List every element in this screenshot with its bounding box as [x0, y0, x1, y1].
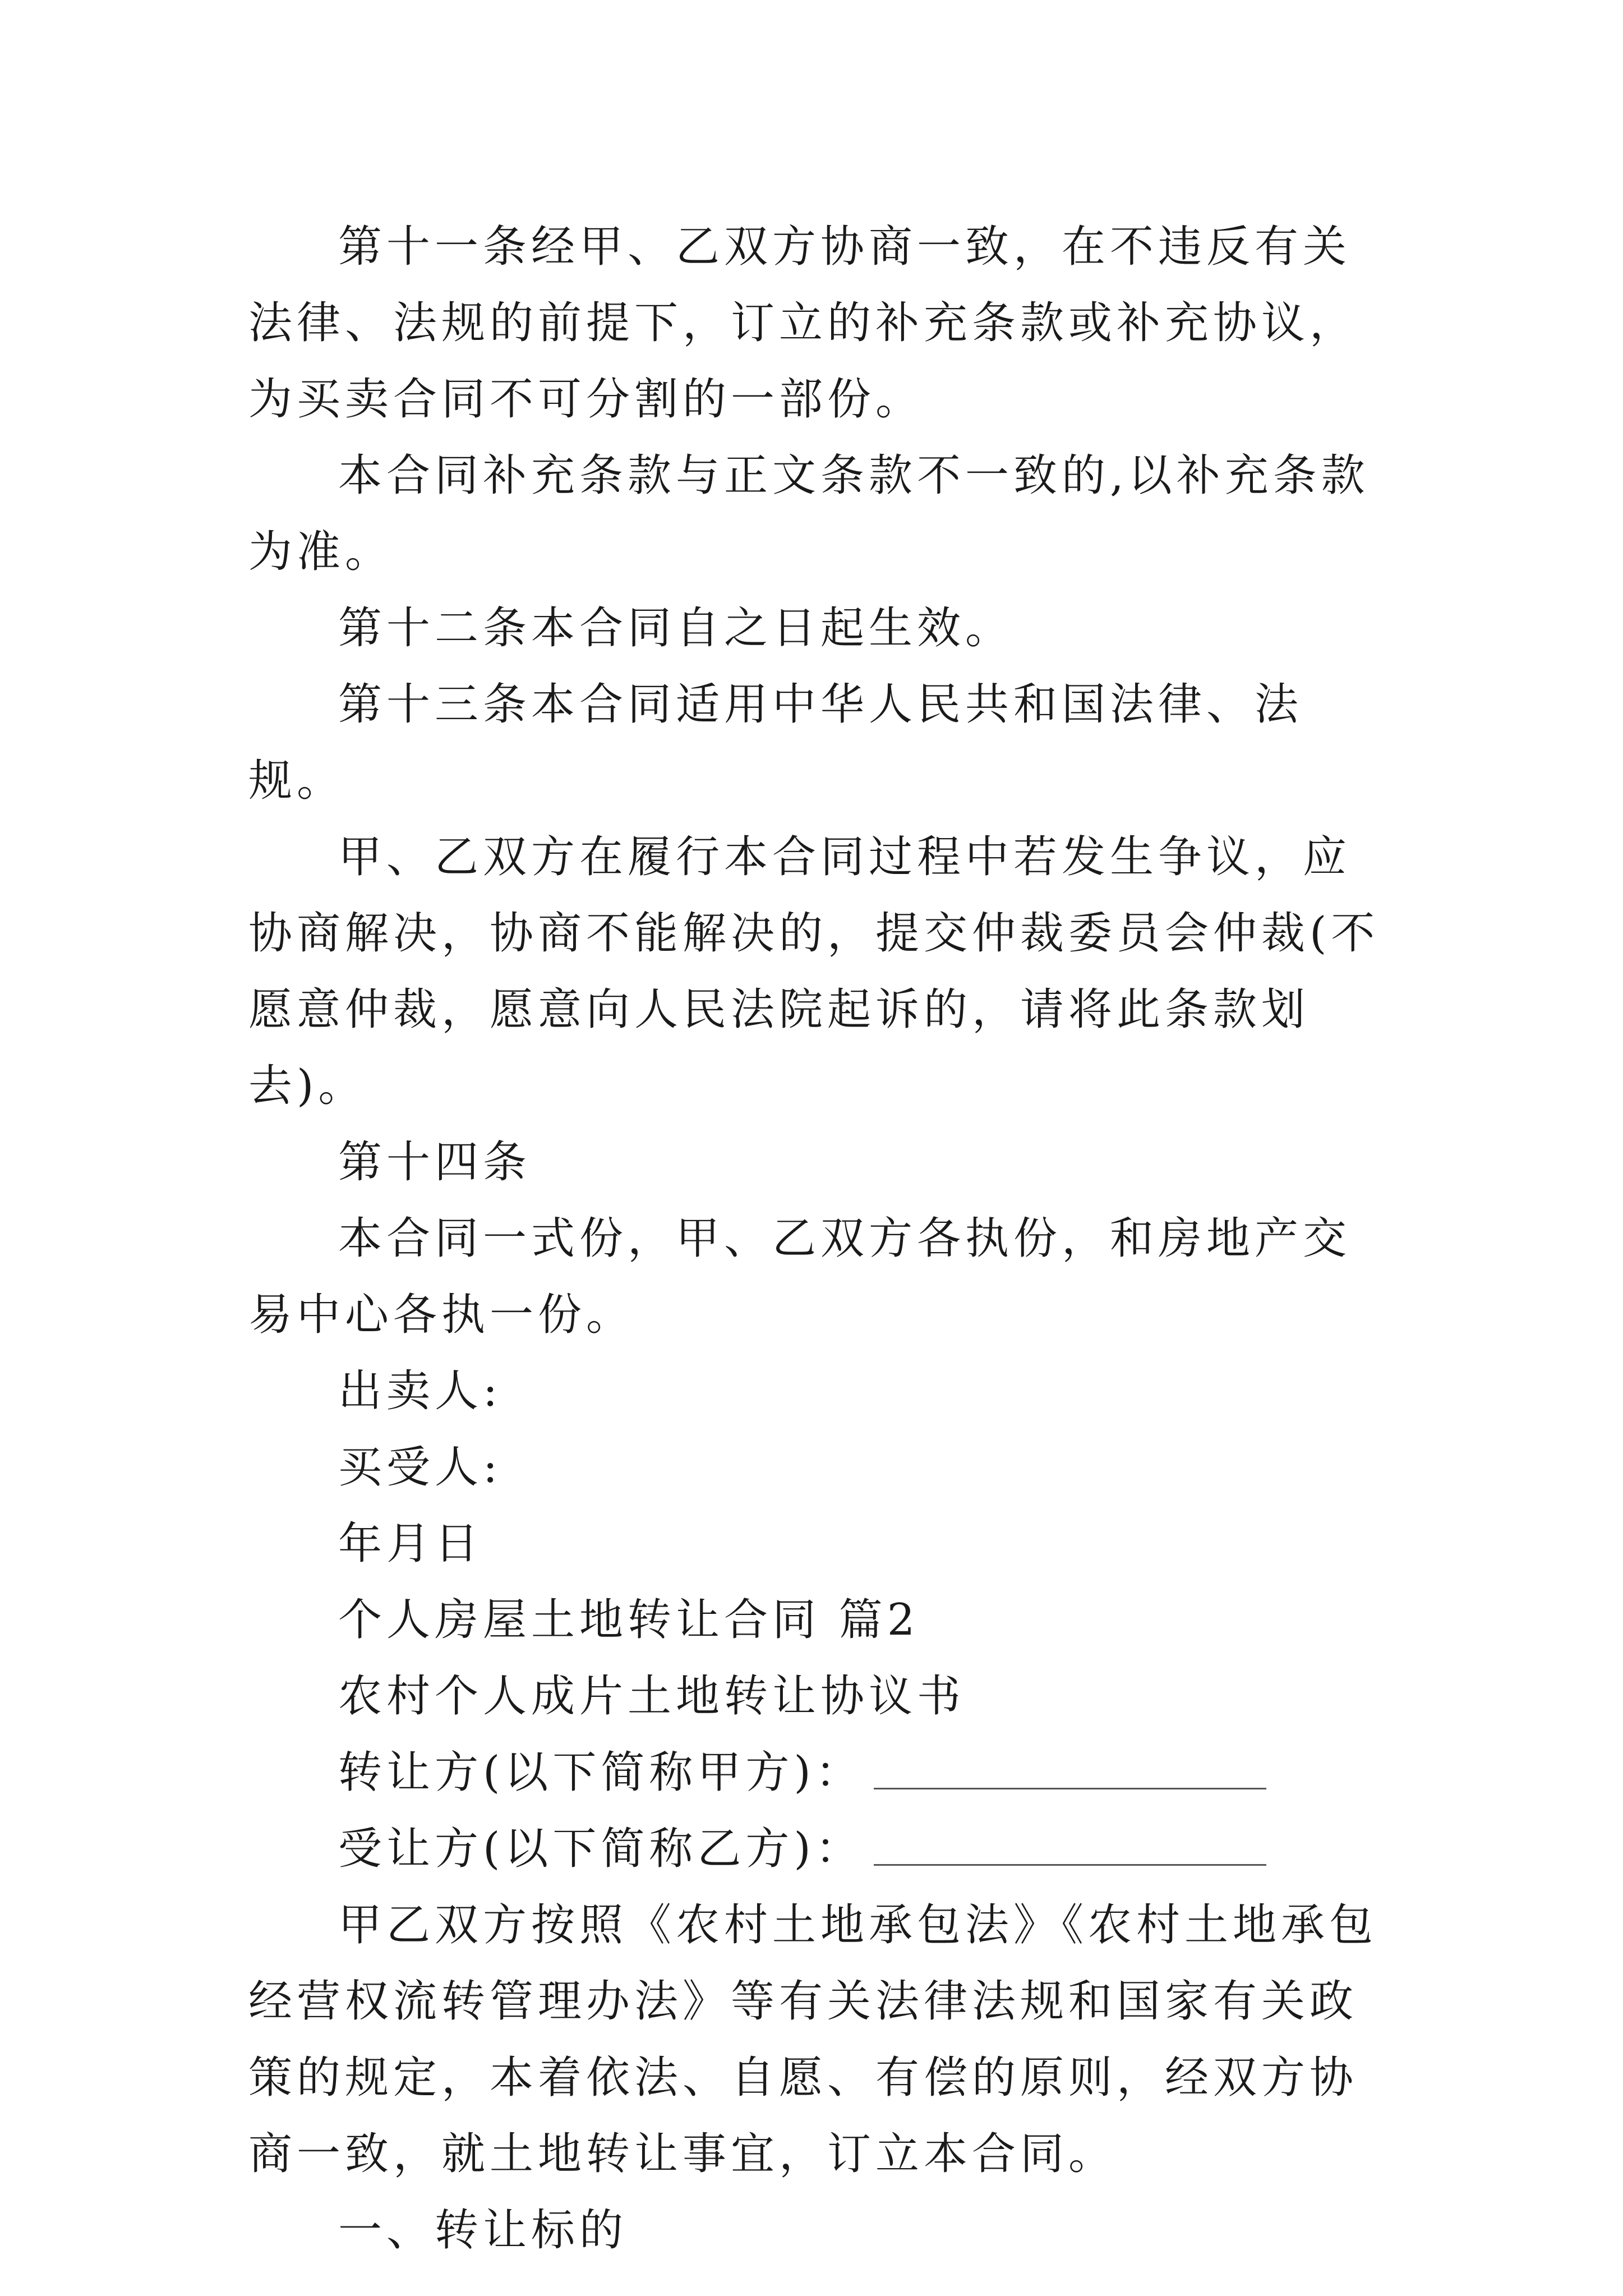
document-body: [248, 209, 1387, 2269]
paragraph-article-11: 第十一条经甲、乙双方协商一致，在不违反有关法律、法规的前提下，订立的补充条款或补充协议，为买卖合同不可分割的一部份。: [248, 222, 1358, 425]
transferee-label: 受让方(以下简称乙方)：: [338, 1824, 864, 1874]
transferee-line: [248, 1811, 1387, 1887]
transferor-blank: [874, 1754, 1266, 1789]
paragraph-legal-basis: 甲乙双方按照《农村土地承包法》《农村土地承包经营权流转管理办法》等有关法律法规和国家有关政策的规定，本着依法、自愿、有偿的原则，经双方协商一致，就土地转让事宜，订立本合同。: [248, 1900, 1378, 2179]
transferee-blank: [874, 1830, 1266, 1866]
buyer-signature-line: 买受人:: [338, 1442, 502, 1493]
agreement-title: 农村个人成片土地转让协议书: [338, 1671, 966, 1722]
paragraph-article-13: 第十三条本合同适用中华人民共和国法律、法规。: [248, 679, 1303, 806]
transferor-label: 转让方(以下简称甲方)：: [338, 1747, 864, 1798]
transferor-line: [248, 1734, 1387, 1811]
seller-signature-line: 出卖人:: [338, 1366, 502, 1416]
paragraph-article-12: 第十二条本合同自之日起生效。: [338, 603, 1014, 654]
paragraph-copies: 本合同一式份，甲、乙双方各执份，和房地产交易中心各执一份。: [248, 1213, 1352, 1340]
section-heading-transfer-subject: 一、转让标的: [338, 2205, 628, 2256]
paragraph-supplement-precedence: 本合同补充条款与正文条款不一致的,以补充条款为准。: [248, 450, 1370, 577]
paragraph-article-14: 第十四条: [338, 1137, 532, 1188]
section-heading-contract-2: 个人房屋土地转让合同 篇2: [338, 1595, 920, 1645]
date-line: 年月日: [338, 1519, 483, 1569]
paragraph-dispute-resolution: 甲、乙双方在履行本合同过程中若发生争议，应协商解决，协商不能解决的，提交仲裁委员会仲裁(不愿意仲裁，愿意向人民法院起诉的，请将此条款划去)。: [248, 832, 1380, 1111]
